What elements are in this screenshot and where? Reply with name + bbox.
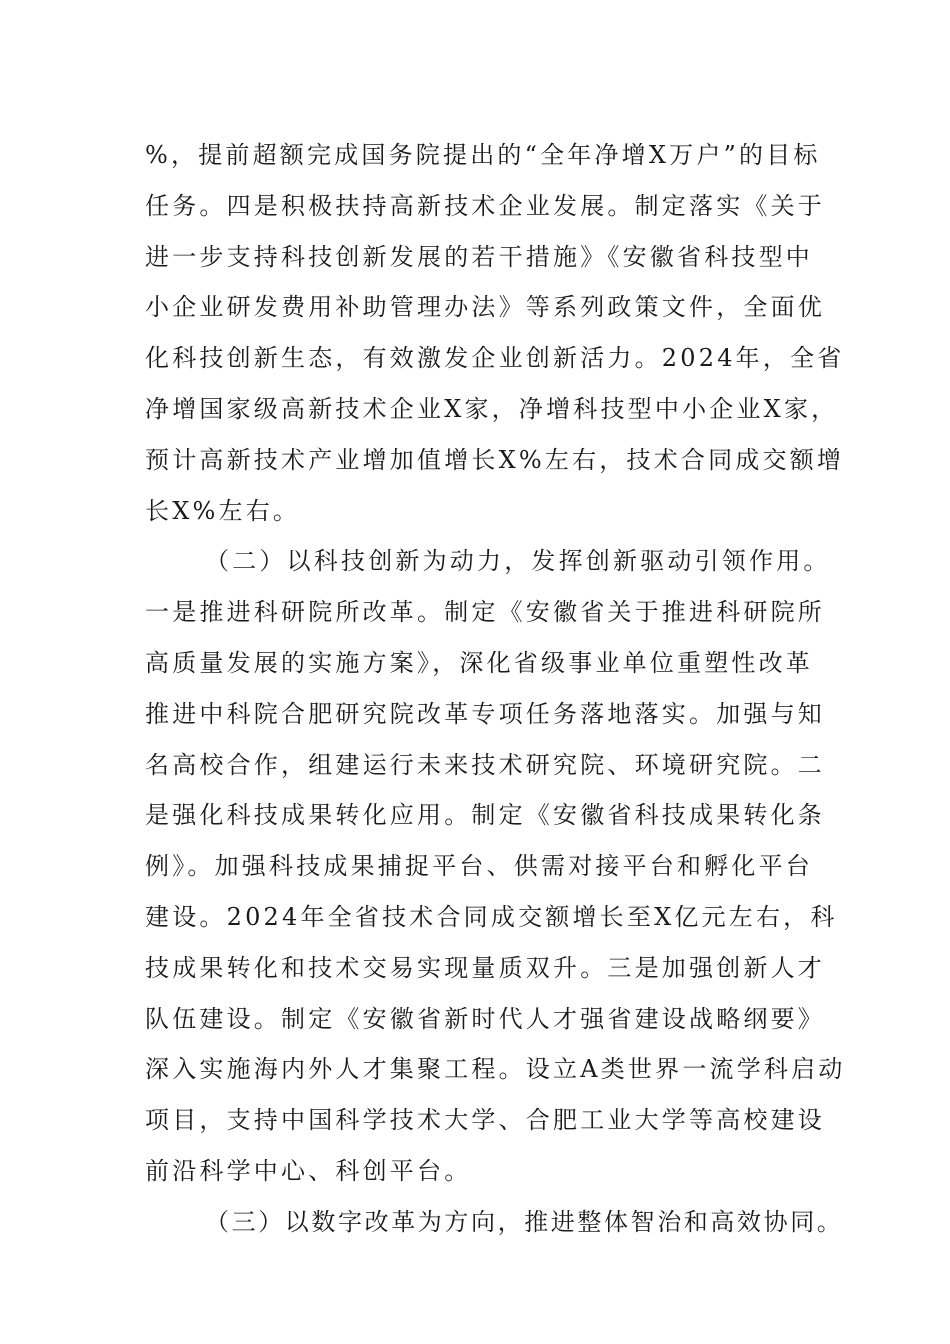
text-line: 一是推进科研院所改革。制定《安徽省关于推进科研院所 xyxy=(145,598,825,627)
body-text xyxy=(145,130,846,1248)
section-heading-3: （三）以数字改革为方向，推进整体智治和高效协同。 xyxy=(205,1207,844,1236)
text-line: 预计高新技术产业增加值增长X%左右，技术合同成交额增 xyxy=(145,445,845,474)
text-line: 小企业研发费用补助管理办法》等系列政策文件，全面优 xyxy=(145,293,825,322)
text-line: 推进中科院合肥研究院改革专项任务落地落实。加强与知 xyxy=(145,699,825,728)
text-line: 深入实施海内外人才集聚工程。设立A类世界一流学科启动 xyxy=(145,1055,846,1084)
text-line: 例》。加强科技成果捕捉平台、供需对接平台和孵化平台 xyxy=(145,852,813,881)
text-line: 长X%左右。 xyxy=(145,496,301,525)
text-line: 进一步支持科技创新发展的若干措施》《安徽省科技型中 xyxy=(145,242,813,271)
text-line: 前沿科学中心、科创平台。 xyxy=(145,1156,472,1185)
text-line: 高质量发展的实施方案》，深化省级事业单位重塑性改革 xyxy=(145,648,813,677)
text-line: 是强化科技成果转化应用。制定《安徽省科技成果转化条 xyxy=(145,801,825,830)
section-heading-2: （二）以科技创新为动力，发挥创新驱动引领作用。 xyxy=(205,547,831,576)
text-line: 队伍建设。制定《安徽省新时代人才强省建设战略纲要》 xyxy=(145,1004,825,1033)
text-line: 净增国家级高新技术企业X家，净增科技型中小企业X家， xyxy=(145,394,839,423)
text-line: 名高校合作，组建运行未来技术研究院、环境研究院。二 xyxy=(145,750,825,779)
text-line: 技成果转化和技术交易实现量质双升。三是加强创新人才 xyxy=(145,953,825,982)
text-line: 任务。四是积极扶持高新技术企业发展。制定落实《关于 xyxy=(145,191,825,220)
text-line: 项目，支持中国科学技术大学、合肥工业大学等高校建设 xyxy=(145,1106,825,1135)
text-line: 建设。2024年全省技术合同成交额增长至X亿元左右，科 xyxy=(145,902,838,931)
text-line: 化科技创新生态，有效激发企业创新活力。2024年，全省 xyxy=(145,344,845,373)
text-line: %，提前超额完成国务院提出的“全年净增X万户”的目标 xyxy=(145,141,821,169)
